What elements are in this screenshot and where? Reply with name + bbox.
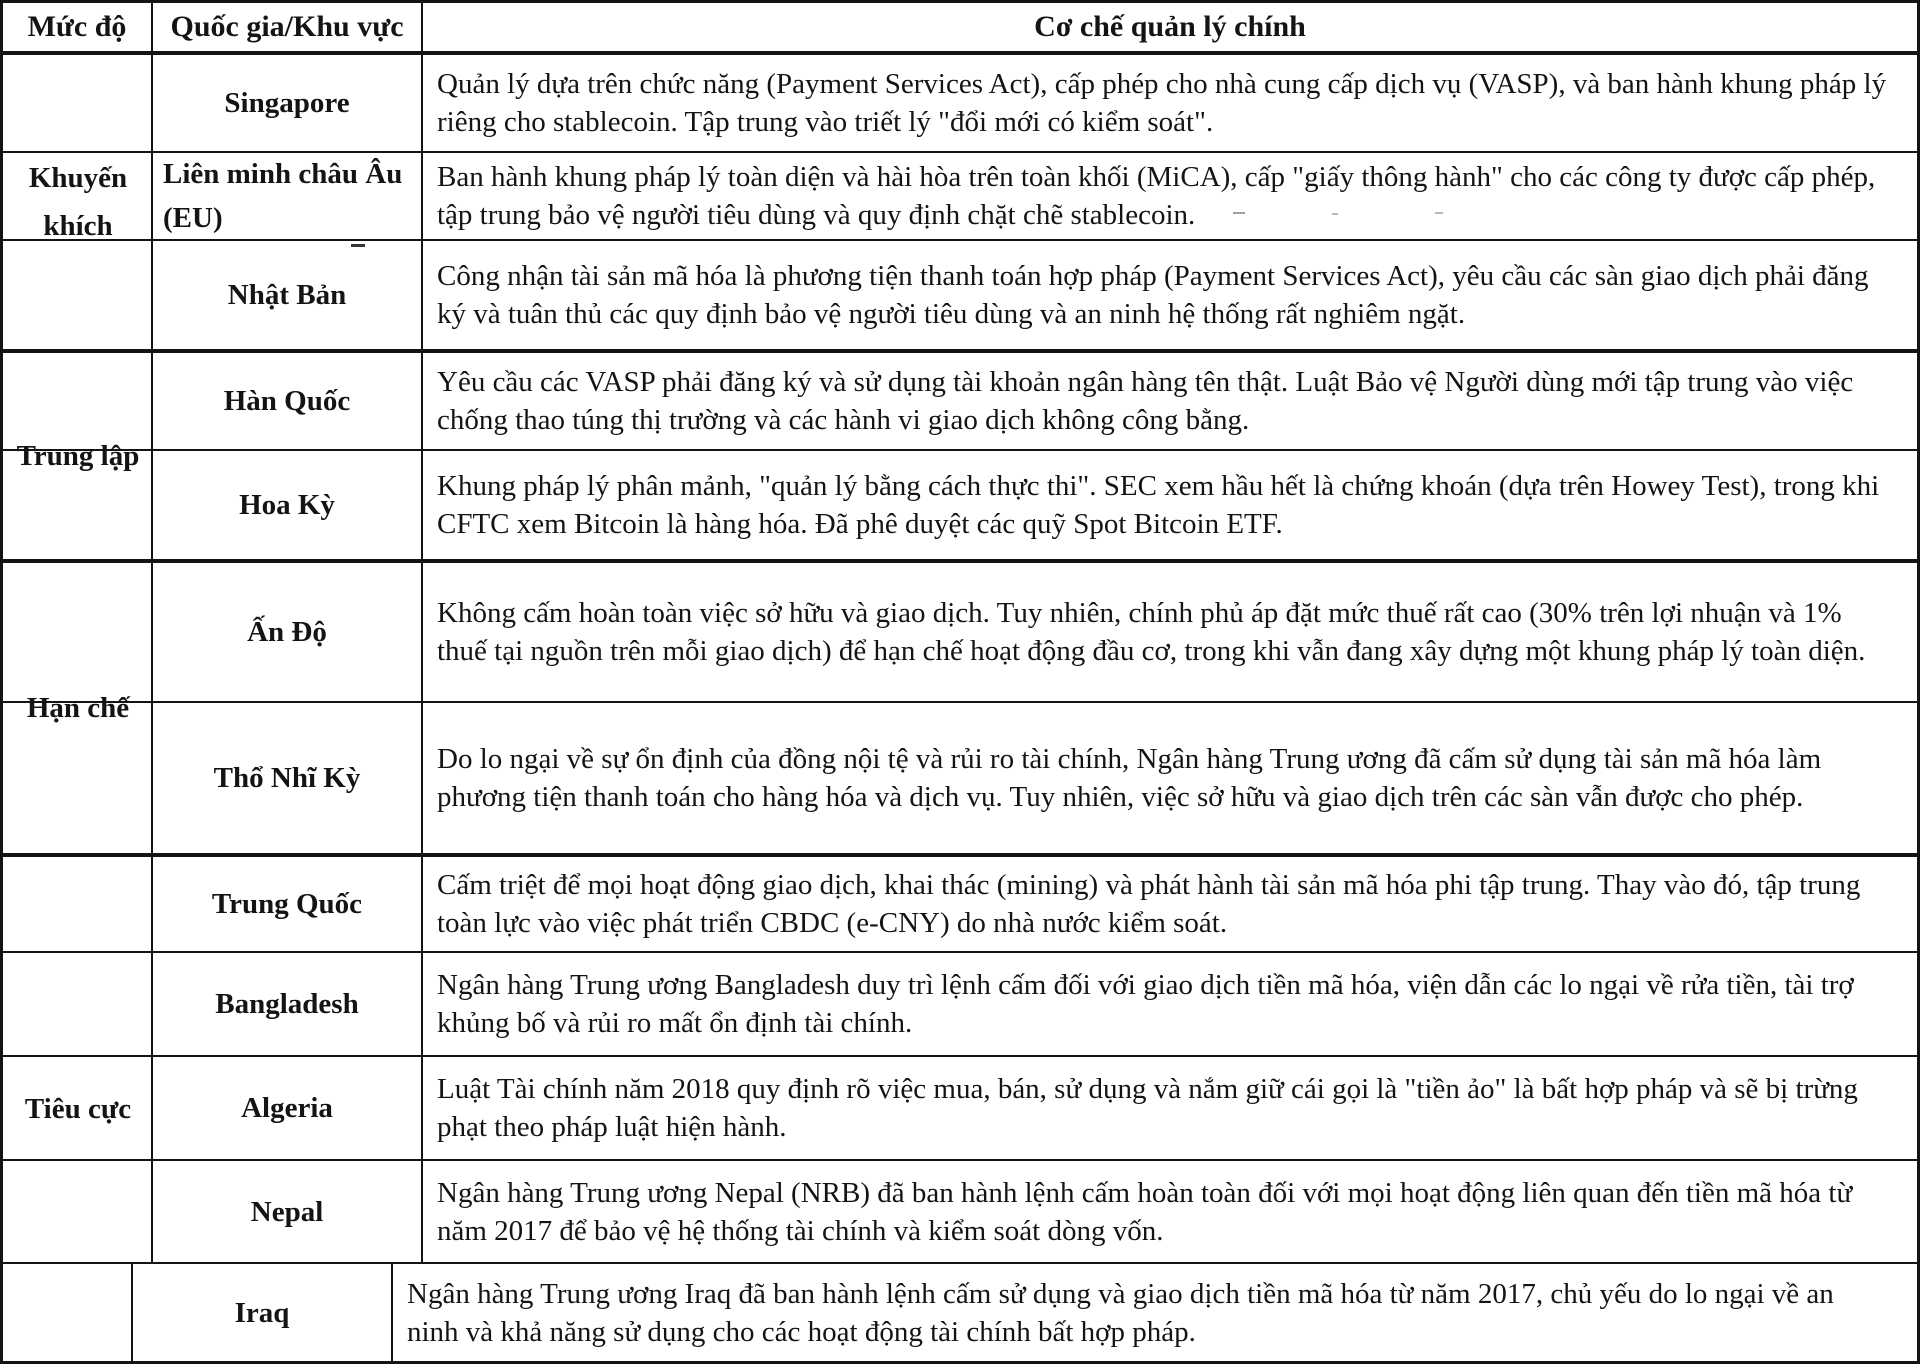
level-cell-area (3, 953, 153, 1055)
mechanism-cell: Khung pháp lý phân mảnh, "quản lý bằng cách thực thi". SEC xem hầu hết là chứng khoán (dựa trên Howey Test), trong khi CFTC xem Bitcoin là hàng hóa. Đã phê duyệt các quỹ Spot Bitcoin ETF. (437, 470, 1880, 540)
stray-mark (1332, 213, 1338, 215)
mechanism-cell: Ban hành khung pháp lý toàn diện và hài hòa trên toàn khối (MiCA), cấp "giấy thông hành" cho các công ty được cấp phép, tập trung bảo vệ người tiêu dùng và quy định chặt chẽ stablecoin. (437, 161, 1876, 231)
level-label: Khuyến khích (28, 162, 128, 242)
country-cell: Ấn Độ (153, 563, 423, 701)
country-cell: Nhật Bản (153, 241, 423, 349)
table-row (3, 563, 1917, 701)
table-row (3, 951, 1917, 1055)
mechanism-cell: Ngân hàng Trung ương Iraq đã ban hành lệnh cấm sử dụng và giao dịch tiền mã hóa từ năm 2017, chủ yếu do lo ngại về an ninh và khả năng sử dụng cho các hoạt động tài chính bất hợp pháp. (407, 1277, 1834, 1348)
stray-mark (1233, 212, 1245, 214)
country-cell: Iraq (133, 1264, 393, 1361)
mechanism-cell: Do lo ngại về sự ổn định của đồng nội tệ và rủi ro tài chính, Ngân hàng Trung ương đã cấm sử dụng tài sản mã hóa làm phương tiện thanh toán cho hàng hóa và dịch vụ. Tuy nhiên, việc sở hữu và giao dịch trên các sàn vẫn được cho phép. (437, 743, 1822, 813)
level-cell-area (3, 1161, 153, 1262)
level-label: Hạn chế (26, 692, 130, 724)
level-label: Tiêu cực (24, 1093, 132, 1125)
stray-mark (1435, 212, 1443, 214)
table-row (3, 857, 1917, 951)
table-body (3, 55, 1917, 1361)
table-row (3, 701, 1917, 853)
level-group (3, 55, 1917, 349)
table-row (3, 239, 1917, 349)
level-label: Trung lập (16, 440, 140, 472)
level-cell-area (3, 55, 153, 151)
level-cell-area (3, 1264, 133, 1361)
level-cell-area (3, 241, 153, 349)
table-row (3, 1262, 1917, 1361)
mechanism-cell: Ngân hàng Trung ương Bangladesh duy trì lệnh cấm đối với giao dịch tiền mã hóa, viện dẫn các lo ngại về rửa tiền, tài trợ khủng bố và rủi ro mất ổn định tài chính. (437, 969, 1854, 1039)
mechanism-cell: Yêu cầu các VASP phải đăng ký và sử dụng tài khoản ngân hàng tên thật. Luật Bảo vệ Người dùng mới tập trung vào việc chống thao túng thị trường và các hành vi giao dịch không công bằng. (437, 366, 1854, 436)
table-row (3, 151, 1917, 239)
country-cell: Bangladesh (153, 953, 423, 1055)
table-header-row (3, 3, 1917, 55)
mechanism-cell: Ngân hàng Trung ương Nepal (NRB) đã ban hành lệnh cấm hoàn toàn đối với mọi hoạt động liên quan đến tiền mã hóa từ năm 2017 để bảo vệ hệ thống tài chính và kiểm soát dòng vốn. (437, 1176, 1853, 1247)
level-cell-area (3, 153, 153, 239)
country-cell: Nepal (153, 1161, 423, 1262)
country-cell: Thổ Nhĩ Kỳ (153, 703, 423, 853)
country-cell: Hàn Quốc (153, 353, 423, 449)
country-cell: Singapore (153, 55, 423, 151)
mechanism-cell: Không cấm hoàn toàn việc sở hữu và giao dịch. Tuy nhiên, chính phủ áp đặt mức thuế rất cao (30% trên lợi nhuận và 1% thuế tại nguồn trên mỗi giao dịch) để hạn chế hoạt động đầu cơ, trong khi vẫn đang xây dựng một khung pháp lý toàn diện. (437, 597, 1866, 667)
level-group (3, 853, 1917, 1361)
header-level: Mức độ (3, 3, 153, 51)
table-row (3, 449, 1917, 559)
level-cell-area (3, 451, 153, 559)
level-cell-area (3, 1057, 153, 1159)
country-cell: Algeria (153, 1057, 423, 1159)
country-cell: Liên minh châu Âu (EU) (153, 153, 423, 239)
level-cell-area (3, 857, 153, 951)
level-group (3, 349, 1917, 559)
table-row (3, 353, 1917, 449)
level-cell-area (3, 703, 153, 853)
table-row (3, 1055, 1917, 1159)
country-cell: Trung Quốc (153, 857, 423, 951)
level-cell-area (3, 563, 153, 701)
table-row (3, 55, 1917, 151)
mechanism-cell: Luật Tài chính năm 2018 quy định rõ việc mua, bán, sử dụng và nắm giữ cái gọi là "tiền ảo" là bất hợp pháp và sẽ bị trừng phạt theo pháp luật hiện hành. (437, 1073, 1858, 1143)
country-cell: Hoa Kỳ (153, 451, 423, 559)
stray-mark (351, 244, 365, 247)
header-mechanism: Cơ chế quản lý chính (1034, 10, 1306, 43)
mechanism-cell: Công nhận tài sản mã hóa là phương tiện thanh toán hợp pháp (Payment Services Act), yêu cầu các sàn giao dịch phải đăng ký và tuân thủ các quy định bảo vệ người tiêu dùng và an ninh hệ thống rất nghiêm ngặt. (437, 260, 1869, 330)
header-country: Quốc gia/Khu vực (153, 3, 423, 51)
level-cell-area (3, 353, 153, 449)
mechanism-cell: Quản lý dựa trên chức năng (Payment Services Act), cấp phép cho nhà cung cấp dịch vụ (VASP), và ban hành khung pháp lý riêng cho stablecoin. Tập trung vào triết lý "đổi mới có kiểm soát". (437, 68, 1887, 138)
mechanism-cell: Cấm triệt để mọi hoạt động giao dịch, khai thác (mining) và phát hành tài sản mã hóa phi tập trung. Thay vào đó, tập trung toàn lực vào việc phát triển CBDC (e-CNY) do nhà nước kiểm soát. (437, 869, 1861, 939)
table-row (3, 1159, 1917, 1262)
level-group (3, 559, 1917, 853)
